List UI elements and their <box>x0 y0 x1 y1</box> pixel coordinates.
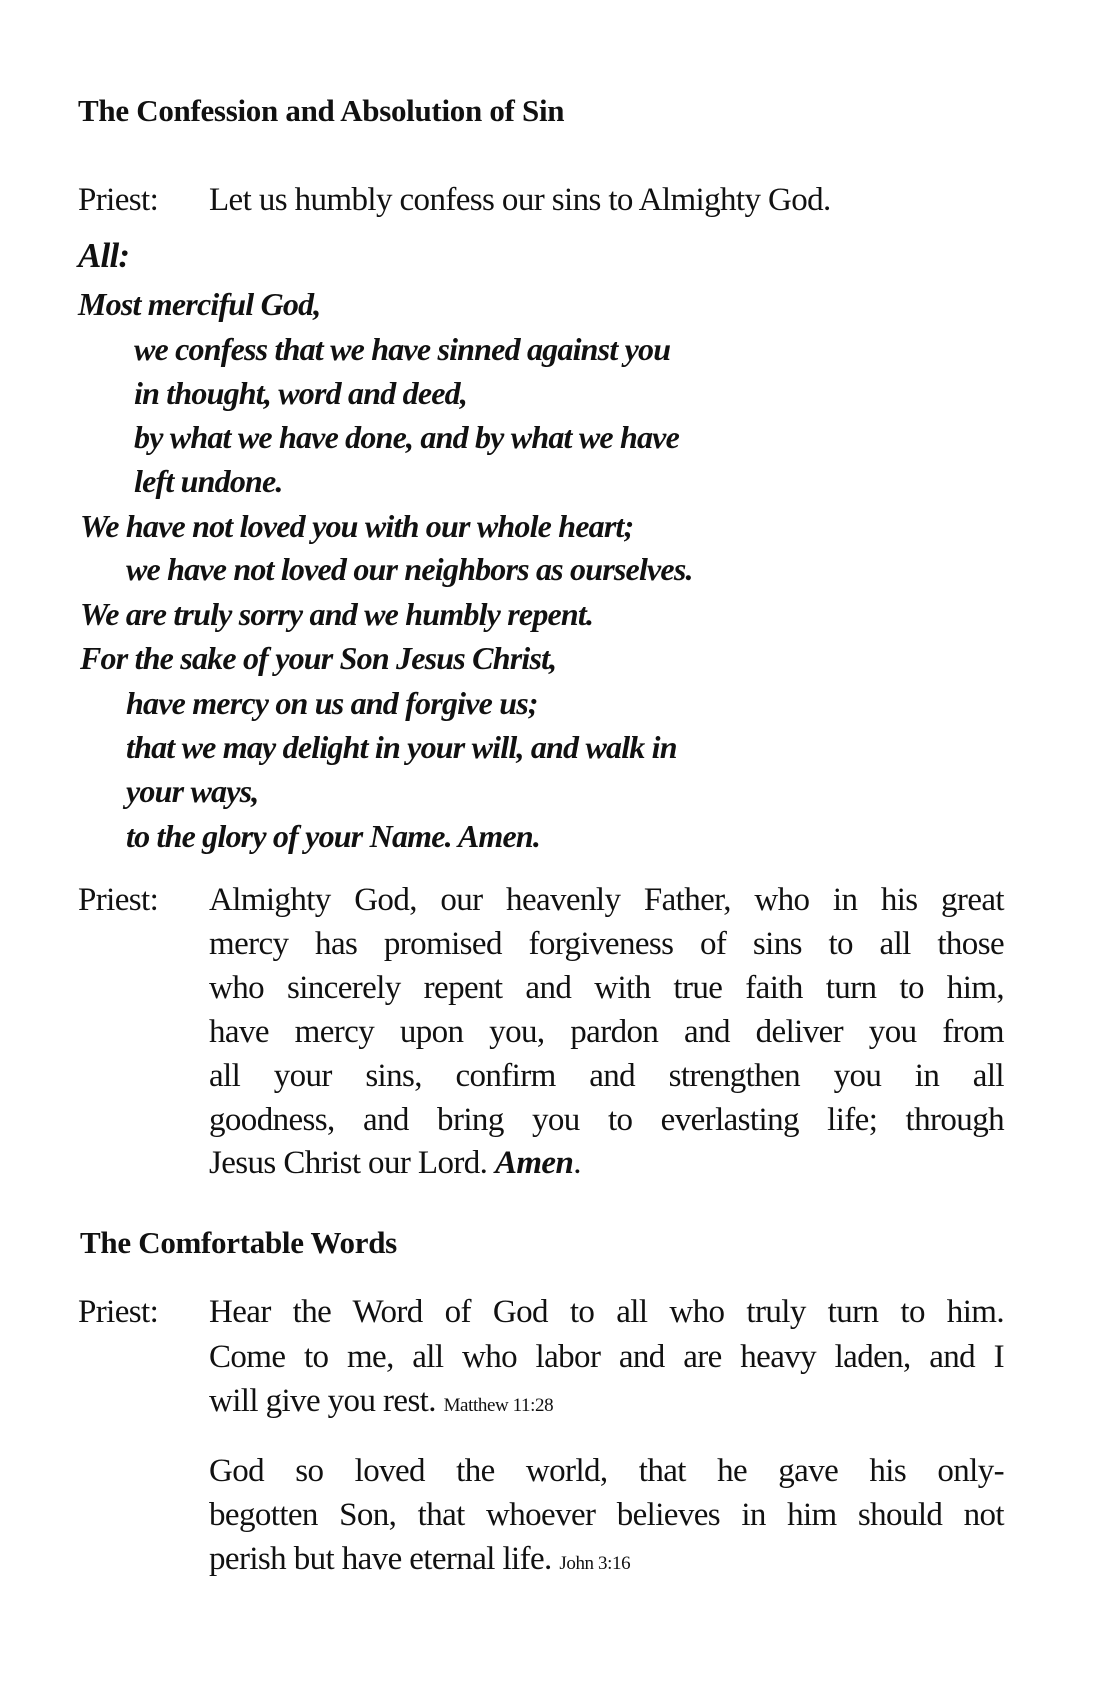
speaker-label: Priest: <box>78 882 159 918</box>
paragraph-line: goodness, and bring you to everlasting life; through <box>209 1102 1004 1138</box>
paragraph-line: all your sins, confirm and strengthen you in all <box>209 1058 1004 1094</box>
scripture-reference: John 3:16 <box>559 1553 631 1574</box>
prayer-line: in thought, word and deed, <box>134 375 468 411</box>
priest-line: Let us humbly confess our sins to Almighty God. <box>209 182 831 218</box>
prayer-line: left undone. <box>134 463 283 499</box>
section-title: The Comfortable Words <box>80 1225 397 1260</box>
period: . <box>573 1145 581 1181</box>
prayer-line: by what we have done, and by what we have <box>134 419 679 455</box>
prayer-line: For the sake of your Son Jesus Christ, <box>80 640 557 676</box>
prayer-line: your ways, <box>126 773 259 809</box>
section-title: The Confession and Absolution of Sin <box>78 93 565 128</box>
paragraph-line: God so loved the world, that he gave his only- <box>209 1453 1004 1489</box>
prayer-line: to the glory of your Name. Amen. <box>126 818 541 854</box>
line-text: perish but have eternal life. <box>209 1541 552 1577</box>
prayer-line: we confess that we have sinned against you <box>134 331 671 367</box>
paragraph-line: begotten Son, that whoever believes in him should not <box>209 1497 1004 1533</box>
speaker-label-all: All: <box>78 236 130 275</box>
line-text: will give you rest. <box>209 1383 436 1419</box>
prayer-line: We are truly sorry and we humbly repent. <box>80 596 594 632</box>
line-text: Jesus Christ our Lord. <box>209 1145 488 1181</box>
paragraph-line: who sincerely repent and with true faith turn to him, <box>209 970 1004 1006</box>
paragraph-line: have mercy upon you, pardon and deliver you from <box>209 1014 1004 1050</box>
prayer-line: that we may delight in your will, and walk in <box>126 729 677 765</box>
paragraph-line: Come to me, all who labor and are heavy laden, and I <box>209 1339 1004 1375</box>
amen-response: Amen <box>494 1145 574 1181</box>
paragraph-line: mercy has promised forgiveness of sins to all those <box>209 926 1004 962</box>
paragraph-line <box>209 1141 581 1185</box>
scripture-reference: Matthew 11:28 <box>443 1395 554 1416</box>
paragraph-line: Almighty God, our heavenly Father, who in his great <box>209 882 1004 918</box>
prayer-line: We have not loved you with our whole heart; <box>80 508 634 544</box>
paragraph-line <box>209 1537 630 1581</box>
paragraph-line <box>209 1379 553 1423</box>
prayer-line: Most merciful God, <box>78 286 321 322</box>
speaker-label: Priest: <box>78 1294 159 1330</box>
prayer-line: have mercy on us and forgive us; <box>126 685 538 721</box>
prayer-line: we have not loved our neighbors as ourselves. <box>126 551 693 587</box>
paragraph-line: Hear the Word of God to all who truly turn to him. <box>209 1294 1004 1330</box>
speaker-label: Priest: <box>78 182 159 218</box>
